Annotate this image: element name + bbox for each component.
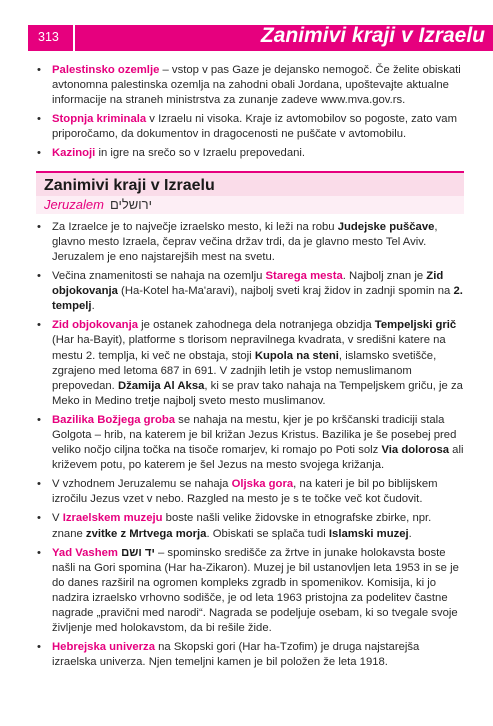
bullet-icon: •	[37, 512, 41, 525]
bold-term: Zid objokovanja	[52, 270, 444, 298]
item-text: boste našli velike židovske in etnografske zbirke, npr. znane	[52, 512, 432, 540]
item-text: in igre na srečo so v Izraelu prepovedani.	[95, 147, 306, 160]
list-item	[36, 220, 464, 265]
page-content	[36, 63, 464, 674]
bullet-icon: •	[37, 270, 41, 283]
bullet-icon: •	[37, 64, 41, 76]
header-divider	[73, 25, 75, 51]
section-header	[36, 171, 464, 214]
bullet-icon: •	[37, 641, 41, 654]
item-text: – vstop v pas Gaze je dejansko nemogoč. Če želite obiskati avtonomna palestinska ozemlja na zahodni obali Jordana, upoštevajte aktualne informacije na straneh ministrstva za zunanje zadeve www.mva.gov.rs.	[52, 64, 461, 107]
item-text: v Izraelu ni visoka. Kraje iz avtomobilov so pogoste, zato vam priporočamo, da dokumentov in dragocenosti ne puščate v avtomobilu.	[52, 113, 457, 141]
main-list	[36, 220, 464, 671]
list-item	[36, 511, 464, 541]
item-text: Večina znamenitosti se nahaja na ozemlju	[52, 270, 266, 283]
item-text: na Skopski gori (Har ha-Tzofim) je druga najstarejša izraelska univerza. Njen temeljni kamen je bil položen že leta 1918.	[52, 641, 420, 669]
bold-term: Džamija Al Aksa	[117, 379, 205, 392]
item-text: .	[408, 527, 412, 540]
item-text: , islamsko svetišče, zgrajeno med letoma 687 in 691. V zadnjih letih je vstop nemuslimanom prepovedan.	[52, 349, 437, 392]
item-text: (Ha-Kotel ha-Ma'aravi), najbolj sveti kraj židov in zadnji spomin na	[117, 285, 454, 298]
bullet-icon: •	[37, 113, 41, 126]
bold-term: 2. tempelj	[52, 285, 463, 313]
highlight-term: Stopnja kriminala	[52, 113, 147, 126]
item-text: se nahaja na mestu, kjer je po krščanski tradiciji stala Golgota – hrib, na katerem je bil križan Jezus Kristus. Bazilika je še posebej pred veliko nočjo ciljna točka na tisoče romarjev, ki romajo po Poti solz	[52, 413, 457, 457]
list-item	[36, 477, 464, 507]
bullet-icon: •	[37, 220, 41, 233]
list-item	[36, 546, 464, 637]
highlight-term: Hebrejska univerza	[52, 641, 155, 654]
item-text: Za Izraelce je to največje izraelsko mesto, ki leži na robu	[52, 220, 338, 233]
highlight-term: Izraelskem muzeju	[62, 512, 163, 525]
list-item	[36, 146, 464, 161]
subtitle-hebrew: ירושלים	[109, 196, 152, 212]
bullet-icon: •	[37, 147, 41, 160]
bullet-icon: •	[37, 478, 41, 491]
subtitle-text: Jeruzalem	[44, 196, 104, 212]
item-text: – spominsko središče za žrtve in junake holokavsta boste našli na Gori spomina (Har ha-Zikaron). Muzej je bil ustanovljen leta 1953 in se je do danes razširil na ogromen kompleks zgradb in spomenikov. Komisija, ki jo nadzira izraelsko vrhovno sodišče, je od leta 1963 pristojna za podelitev častne nagrade „pravični med narodi“. Nagrada se podeljuje osebam, ki so tvegale svoje življenje med holokavstom, da bi rešile žide.	[52, 546, 459, 635]
item-text: . Obiskati se splača tudi	[206, 527, 329, 540]
highlight-term: Zid objokovanja	[52, 319, 138, 332]
highlight-term: Starega mesta	[265, 270, 343, 283]
highlight-term: Oljska gora	[231, 478, 294, 491]
highlight-term: Bazilika Božjega groba	[52, 413, 176, 426]
item-text: , ki se prav tako nahaja na Tempeljskem griču, je za Meko in Medino tretje najbolj sveto mesto muslimanov.	[52, 379, 463, 407]
list-item	[36, 413, 464, 473]
item-text: .	[91, 300, 95, 313]
bold-term: Judejske puščave	[337, 220, 435, 233]
chapter-title: Zanimivi kraji v Izraelu	[260, 24, 485, 47]
bold-term: Kupola na steni	[254, 349, 339, 362]
page-header	[28, 25, 493, 51]
section-title: Zanimivi kraji v Izraelu	[44, 176, 215, 194]
highlight-term: Kazinoji	[52, 147, 96, 160]
item-text: , na kateri je bil po biblijskem izročilu Jezus vzet v nebo. Razgled na mesto je s te točke več kot čudovit.	[52, 478, 438, 506]
section-subtitle	[36, 196, 464, 214]
bold-term: Tempeljski grič	[374, 319, 457, 332]
item-text: , glavno mesto Izraela, čeprav večina držav trdi, da je glavno mesto Tel Aviv. Jeruzalem je eno najstarejših mest na svetu.	[52, 220, 438, 263]
list-item	[36, 640, 464, 670]
bold-term: zvitke z Mrtvega morja	[85, 527, 207, 540]
intro-list	[36, 63, 464, 162]
list-item	[36, 269, 464, 314]
item-text: je ostanek zahodnega dela notranjega obzidja	[138, 319, 375, 332]
list-item	[36, 318, 464, 409]
bold-term: Islamski muzej	[328, 527, 409, 540]
list-item	[36, 112, 464, 142]
item-text: V vzhodnem Jeruzalemu se nahaja	[52, 478, 232, 491]
page-number: 313	[38, 30, 59, 44]
bold-term: Via dolorosa	[381, 444, 450, 457]
item-text: V	[52, 512, 63, 525]
item-text: (Har ha-Bayit), platforme s tlorisom nepravilnega kvadrata, v središni katere na mestu 2. templja, ki več ne obstaja, stoji	[52, 334, 446, 362]
bullet-icon: •	[37, 413, 41, 426]
bullet-icon: •	[37, 319, 41, 332]
item-text: . Najbolj znan je	[342, 270, 427, 283]
highlight-term: Yad Vashem	[52, 546, 118, 559]
item-text: ali križevem potu, po katerem je šel Jezus na mesto svojega križanja.	[52, 444, 464, 472]
list-item	[36, 63, 464, 108]
highlight-term: Palestinsko ozemlje	[52, 64, 160, 76]
bullet-icon: •	[37, 546, 41, 559]
bold-term: יד ושם	[117, 546, 155, 559]
